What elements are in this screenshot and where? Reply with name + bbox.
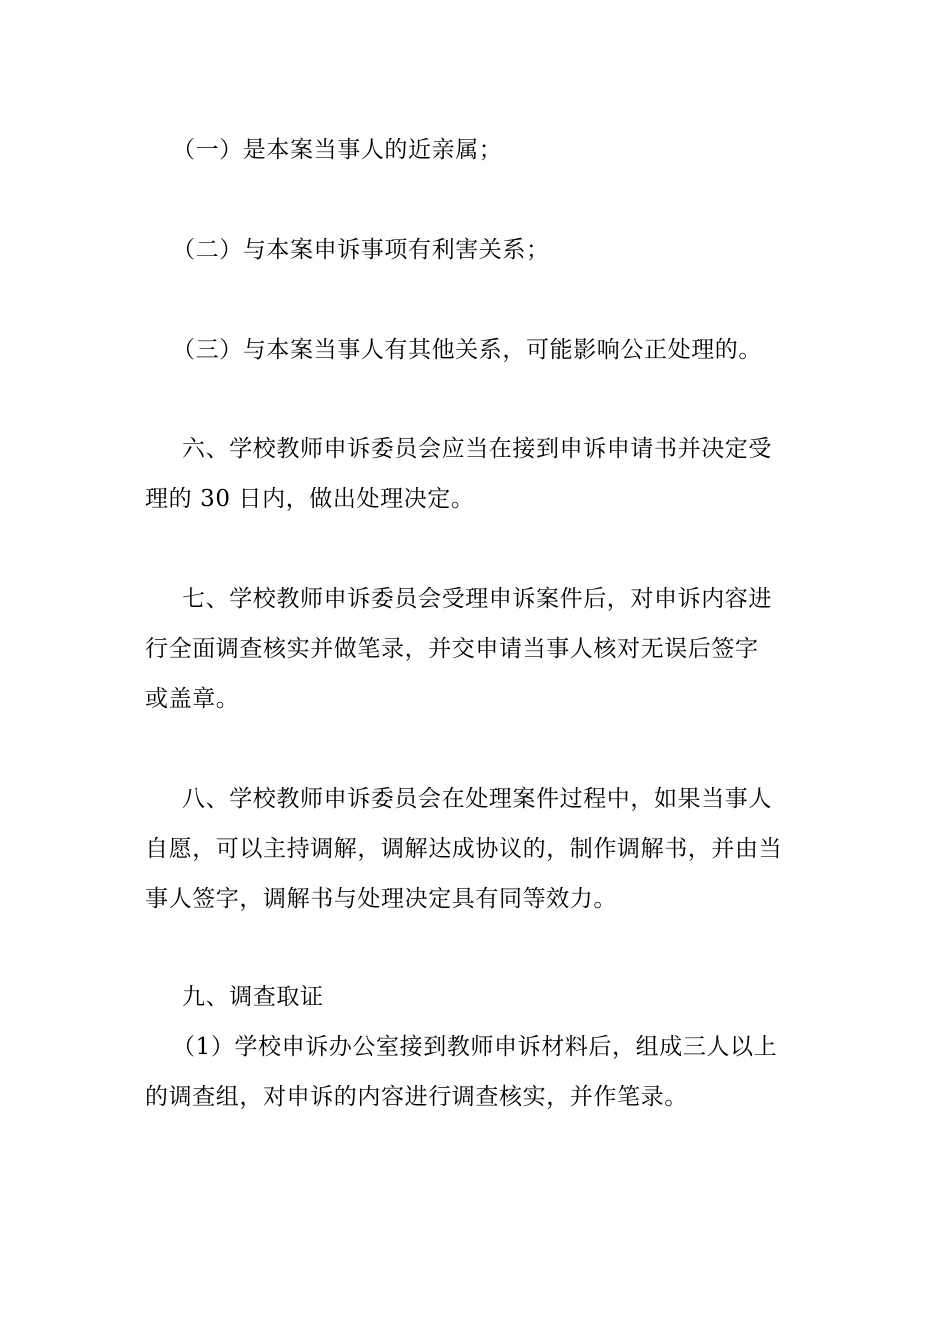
article-seven-line-1: 七、学校教师申诉委员会受理申诉案件后，对申诉内容进 bbox=[182, 586, 772, 612]
article-nine-item-1-line-2: 的调查组，对申诉的内容进行调查核实，并作笔录。 bbox=[145, 1084, 688, 1110]
article-eight-line-2: 自愿，可以主持调解，调解达成协议的，制作调解书，并由当 bbox=[145, 836, 783, 862]
clause-item-2: （二）与本案申诉事项有利害关系； bbox=[172, 237, 550, 263]
article-nine-heading: 九、调查取证 bbox=[182, 984, 324, 1010]
clause-item-3: （三）与本案当事人有其他关系，可能影响公正处理的。 bbox=[172, 337, 762, 363]
clause-item-1: （一）是本案当事人的近亲属； bbox=[172, 137, 503, 163]
article-seven-line-2: 行全面调查核实并做笔录，并交申请当事人核对无误后签字 bbox=[145, 636, 759, 662]
article-eight-line-3: 事人签字，调解书与处理决定具有同等效力。 bbox=[145, 886, 617, 912]
article-seven-line-3: 或盖章。 bbox=[145, 686, 240, 712]
article-eight-line-1: 八、学校教师申诉委员会在处理案件过程中，如果当事人 bbox=[182, 786, 772, 812]
article-nine-item-1-line-1: （1）学校申诉办公室接到教师申诉材料后，组成三人以上 bbox=[172, 1034, 778, 1060]
article-six-line-2: 理的 30 日内，做出处理决定。 bbox=[145, 486, 475, 512]
article-six-line-1: 六、学校教师申诉委员会应当在接到申诉申请书并决定受 bbox=[182, 436, 772, 462]
